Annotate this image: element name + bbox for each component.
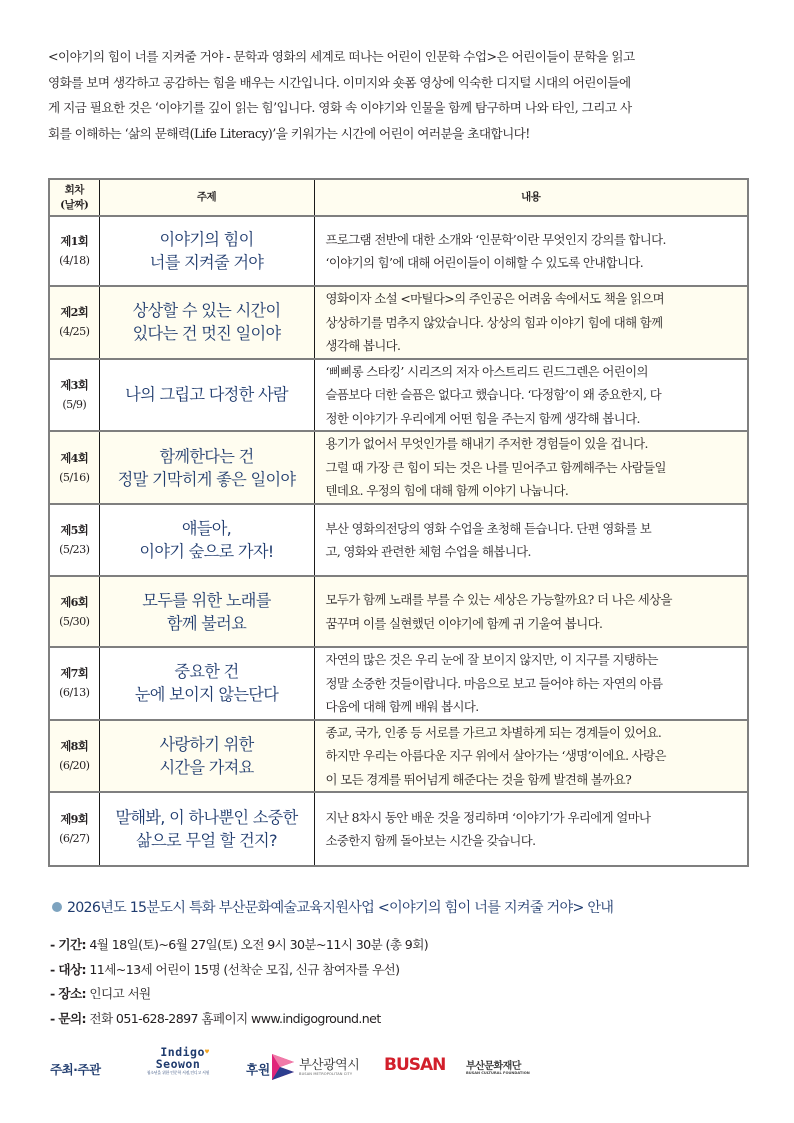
foundation-mark-icon: BUSAN [384, 1055, 446, 1075]
content-cell: 종교, 국가, 인종 등 서로를 가르고 차별하게 되는 경계들이 있어요. 하지만 우리는 아름다운 지구 위에서 살아가는 ‘생명’이에요. 사랑은 이 모든 경계를 뛰어넘게 해준다는 것을 함께 발견해 볼까요? [314, 720, 748, 793]
header-round: 회차 (날짜) [49, 179, 99, 216]
info-list [50, 933, 428, 1031]
content-cell: 부산 영화의전당의 영화 수업을 초청해 듣습니다. 단편 영화를 보 고, 영화와 관련한 체험 수업을 해봅니다. [314, 504, 748, 576]
table-row [49, 431, 748, 504]
round-cell: 제8회 (6/20) [49, 720, 99, 793]
intro-line: 영화를 보며 생각하고 공감하는 힘을 배우는 시간입니다. 이미지와 숏폼 영상에 익숙한 디지털 시대의 어린이들에 [48, 74, 631, 90]
round-cell: 제2회 (4/25) [49, 286, 99, 359]
round-cell: 제7회 (6/13) [49, 647, 99, 720]
indigo-seowon-logo: Indigo♥ Seowon 청소년을 위한 인문학 서점,인디고 서원 [146, 1045, 210, 1075]
round-cell: 제9회 (6/27) [49, 792, 99, 866]
round-cell: 제3회 (5/9) [49, 359, 99, 432]
table-row [49, 216, 748, 286]
round-cell: 제5회 (5/23) [49, 504, 99, 576]
round-cell: 제6회 (5/30) [49, 576, 99, 647]
bullet-dot-icon [52, 902, 62, 912]
topic-cell: 상상할 수 있는 시간이 있다는 건 멋진 일이야 [99, 286, 314, 359]
content-cell: 자연의 많은 것은 우리 눈에 잘 보이지 않지만, 이 지구를 지탱하는 정말 소중한 것들이랍니다. 마음으로 보고 들어야 하는 자연의 아름 다움에 대해 함께 배워 봅시다. [314, 647, 748, 720]
topic-cell: 모두를 위한 노래를 함께 불러요 [99, 576, 314, 647]
table-row [49, 504, 748, 576]
info-section-title: 2026년도 15분도시 특화 부산문화예술교육지원사업 <이야기의 힘이 너를 지켜줄 거야> 안내 [52, 897, 613, 917]
content-cell: ‘삐삐롱 스타킹’ 시리즈의 저자 아스트리드 린드그렌은 어린이의 슬픔보다 더한 슬픔은 없다고 했습니다. ‘다정함’이 왜 중요한지, 다 정한 이야기가 우리에게 어떤 힘을 주는지 함께 생각해 봅니다. [314, 359, 748, 432]
heart-icon: ♥ [204, 1048, 210, 1056]
table-row [49, 720, 748, 793]
footer-logos [50, 1045, 750, 1092]
schedule-table [48, 178, 749, 867]
intro-line: 게 지금 필요한 것은 ‘이야기를 깊이 읽는 힘’입니다. 영화 속 이야기와 인물을 함께 탐구하며 나와 타인, 그리고 사 [48, 100, 632, 115]
topic-cell: 중요한 건 눈에 보이지 않는단다 [99, 647, 314, 720]
topic-cell: 함께한다는 건 정말 기막히게 좋은 일이야 [99, 431, 314, 504]
topic-cell: 얘들아, 이야기 숲으로 가자! [99, 504, 314, 576]
table-row [49, 576, 748, 647]
topic-cell: 말해봐, 이 하나뿐인 소중한 삶으로 무얼 할 건지? [99, 792, 314, 866]
header-content: 내용 [314, 179, 748, 216]
info-item-target: - 대상: 11세~13세 어린이 15명 (선착순 모집, 신규 참여자를 우선) [50, 961, 400, 977]
round-cell: 제1회 (4/18) [49, 216, 99, 286]
busan-city-emblem-icon [272, 1054, 294, 1080]
intro-paragraph [48, 44, 748, 146]
info-item-place: - 장소: 인디고 서원 [50, 986, 151, 1001]
intro-line: <이야기의 힘이 너를 지켜줄 거야 - 문학과 영화의 세계로 떠나는 어린이 인문학 수업>은 어린이들이 문학을 읽고 [48, 49, 635, 64]
content-cell: 모두가 함께 노래를 부를 수 있는 세상은 가능할까요? 더 나은 세상을 꿈꾸며 이를 실현했던 이야기에 함께 귀 기울여 봅니다. [314, 576, 748, 647]
sponsor-label: 후원 [246, 1062, 271, 1077]
header-topic: 주제 [99, 179, 314, 216]
round-cell: 제4회 (5/16) [49, 431, 99, 504]
content-cell: 지난 8차시 동안 배운 것을 정리하며 ‘이야기’가 우리에게 얼마나 소중한지 함께 돌아보는 시간을 갖습니다. [314, 792, 748, 866]
topic-cell: 이야기의 힘이 너를 지켜줄 거야 [99, 216, 314, 286]
info-item-period: - 기간: 4월 18일(토)~6월 27일(토) 오전 9시 30분~11시 30분 (총 9회) [50, 937, 429, 952]
content-cell: 영화이자 소설 <마틸다>의 주인공은 어려움 속에서도 책을 읽으며 상상하기를 멈추지 않았습니다. 상상의 힘과 이야기 힘에 대해 함께 생각해 봅니다. [314, 286, 748, 359]
busan-city-logo: 부산광역시 BUSAN METROPOLITAN CITY [272, 1054, 372, 1086]
table-row [49, 792, 748, 866]
table-row [49, 286, 748, 359]
content-cell: 프로그램 전반에 대한 소개와 ‘인문학’이란 무엇인지 강의를 합니다. ‘이야기의 힘’에 대해 어린이들이 이해할 수 있도록 안내합니다. [314, 216, 748, 286]
host-label: 주최·주관 [50, 1062, 101, 1077]
busan-cultural-foundation-logo: BUSAN 부산문화재단 BUSAN CULTURAL FOUNDATION [384, 1055, 530, 1075]
intro-line: 회를 이해하는 ‘삶의 문해력(Life Literacy)’을 키워가는 시간에 어린이 여러분을 초대합니다! [48, 125, 530, 141]
content-cell: 용기가 없어서 무엇인가를 해내기 주저한 경험들이 있을 겁니다. 그럴 때 가장 큰 힘이 되는 것은 나를 믿어주고 함께해주는 사람들일 텐데요. 우정의 힘에 대해 함께 이야기 나눕니다. [314, 431, 748, 504]
table-row [49, 647, 748, 720]
table-row [49, 359, 748, 432]
topic-cell: 나의 그립고 다정한 사람 [99, 359, 314, 432]
topic-cell: 사랑하기 위한 시간을 가져요 [99, 720, 314, 793]
info-item-contact: - 문의: 전화 051-628-2897 홈페이지 www.indigoground.net [50, 1010, 381, 1026]
table-header-row [49, 179, 748, 216]
